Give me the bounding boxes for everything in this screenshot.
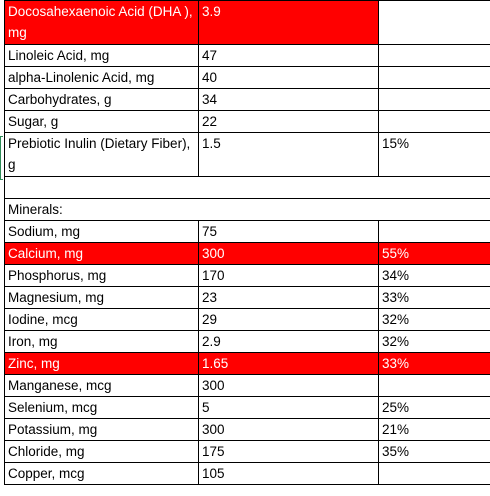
amount-cell[interactable]: 1.65 <box>199 353 379 375</box>
nutrient-cell[interactable]: Potassium, mg <box>5 419 199 441</box>
percent-cell[interactable] <box>379 221 490 243</box>
nutrient-cell[interactable]: Iron, mg <box>5 331 199 353</box>
table-row <box>5 353 490 375</box>
table-row <box>5 111 490 133</box>
percent-cell[interactable] <box>379 89 490 111</box>
nutrient-cell[interactable]: alpha-Linolenic Acid, mg <box>5 67 199 89</box>
nutrient-cell[interactable]: Magnesium, mg <box>5 287 199 309</box>
amount-cell[interactable]: 170 <box>199 265 379 287</box>
nutrient-cell[interactable]: Copper, mcg <box>5 463 199 485</box>
percent-cell[interactable]: 34% <box>379 265 490 287</box>
table-row <box>5 265 490 287</box>
amount-cell[interactable]: 300 <box>199 243 379 265</box>
amount-cell[interactable]: 22 <box>199 111 379 133</box>
nutrient-cell[interactable]: Docosahexaenoic Acid (DHA ), mg <box>5 1 199 45</box>
table-row <box>5 441 490 463</box>
table-row <box>5 287 490 309</box>
table-row <box>5 309 490 331</box>
percent-cell[interactable]: 35% <box>379 441 490 463</box>
table-row <box>5 463 490 485</box>
table-row <box>5 45 490 67</box>
percent-cell[interactable] <box>379 45 490 67</box>
percent-cell[interactable]: 15% <box>379 133 490 177</box>
percent-cell[interactable] <box>379 199 490 221</box>
percent-cell[interactable] <box>379 463 490 485</box>
nutrient-cell[interactable]: Chloride, mg <box>5 441 199 463</box>
table-row <box>5 1 490 45</box>
amount-cell[interactable]: 300 <box>199 375 379 397</box>
table-row <box>5 221 490 243</box>
percent-cell[interactable] <box>379 67 490 89</box>
nutrient-cell[interactable]: Selenium, mcg <box>5 397 199 419</box>
nutrient-cell[interactable]: Prebiotic Inulin (Dietary Fiber), g <box>5 133 199 177</box>
amount-cell[interactable]: 1.5 <box>199 133 379 177</box>
amount-cell[interactable]: 47 <box>199 45 379 67</box>
nutrient-cell[interactable]: Zinc, mg <box>5 353 199 375</box>
nutrient-cell[interactable]: Sugar, g <box>5 111 199 133</box>
amount-cell[interactable] <box>199 177 379 199</box>
percent-cell[interactable]: 33% <box>379 353 490 375</box>
percent-cell[interactable]: 32% <box>379 309 490 331</box>
table-row <box>5 419 490 441</box>
percent-cell[interactable]: 32% <box>379 331 490 353</box>
table-row <box>5 133 490 177</box>
amount-cell[interactable]: 40 <box>199 67 379 89</box>
nutrient-cell[interactable]: Sodium, mg <box>5 221 199 243</box>
nutrient-cell[interactable]: Manganese, mcg <box>5 375 199 397</box>
percent-cell[interactable]: 21% <box>379 419 490 441</box>
nutrient-cell[interactable]: Phosphorus, mg <box>5 265 199 287</box>
table-row <box>5 89 490 111</box>
amount-cell[interactable]: 5 <box>199 397 379 419</box>
amount-cell[interactable]: 300 <box>199 419 379 441</box>
table-row <box>5 397 490 419</box>
percent-cell[interactable] <box>379 177 490 199</box>
nutrient-cell[interactable]: Iodine, mcg <box>5 309 199 331</box>
table-row <box>5 67 490 89</box>
percent-cell[interactable]: 55% <box>379 243 490 265</box>
amount-cell[interactable]: 29 <box>199 309 379 331</box>
table-row <box>5 177 490 199</box>
percent-cell[interactable] <box>379 1 490 45</box>
amount-cell[interactable]: 2.9 <box>199 331 379 353</box>
amount-cell[interactable]: 75 <box>199 221 379 243</box>
amount-cell[interactable] <box>199 199 379 221</box>
table-row <box>5 375 490 397</box>
nutrient-cell[interactable]: Linoleic Acid, mg <box>5 45 199 67</box>
percent-cell[interactable] <box>379 111 490 133</box>
spreadsheet-table <box>4 0 490 485</box>
amount-cell[interactable]: 23 <box>199 287 379 309</box>
nutrient-cell[interactable]: Calcium, mg <box>5 243 199 265</box>
table-row <box>5 199 490 221</box>
table-row <box>5 243 490 265</box>
nutrient-cell[interactable] <box>5 177 199 199</box>
table-row <box>5 331 490 353</box>
amount-cell[interactable]: 105 <box>199 463 379 485</box>
percent-cell[interactable]: 33% <box>379 287 490 309</box>
nutrient-cell[interactable]: Carbohydrates, g <box>5 89 199 111</box>
percent-cell[interactable]: 25% <box>379 397 490 419</box>
percent-cell[interactable] <box>379 375 490 397</box>
amount-cell[interactable]: 175 <box>199 441 379 463</box>
amount-cell[interactable]: 34 <box>199 89 379 111</box>
amount-cell[interactable]: 3.9 <box>199 1 379 45</box>
section-heading-cell[interactable]: Minerals: <box>5 199 199 221</box>
